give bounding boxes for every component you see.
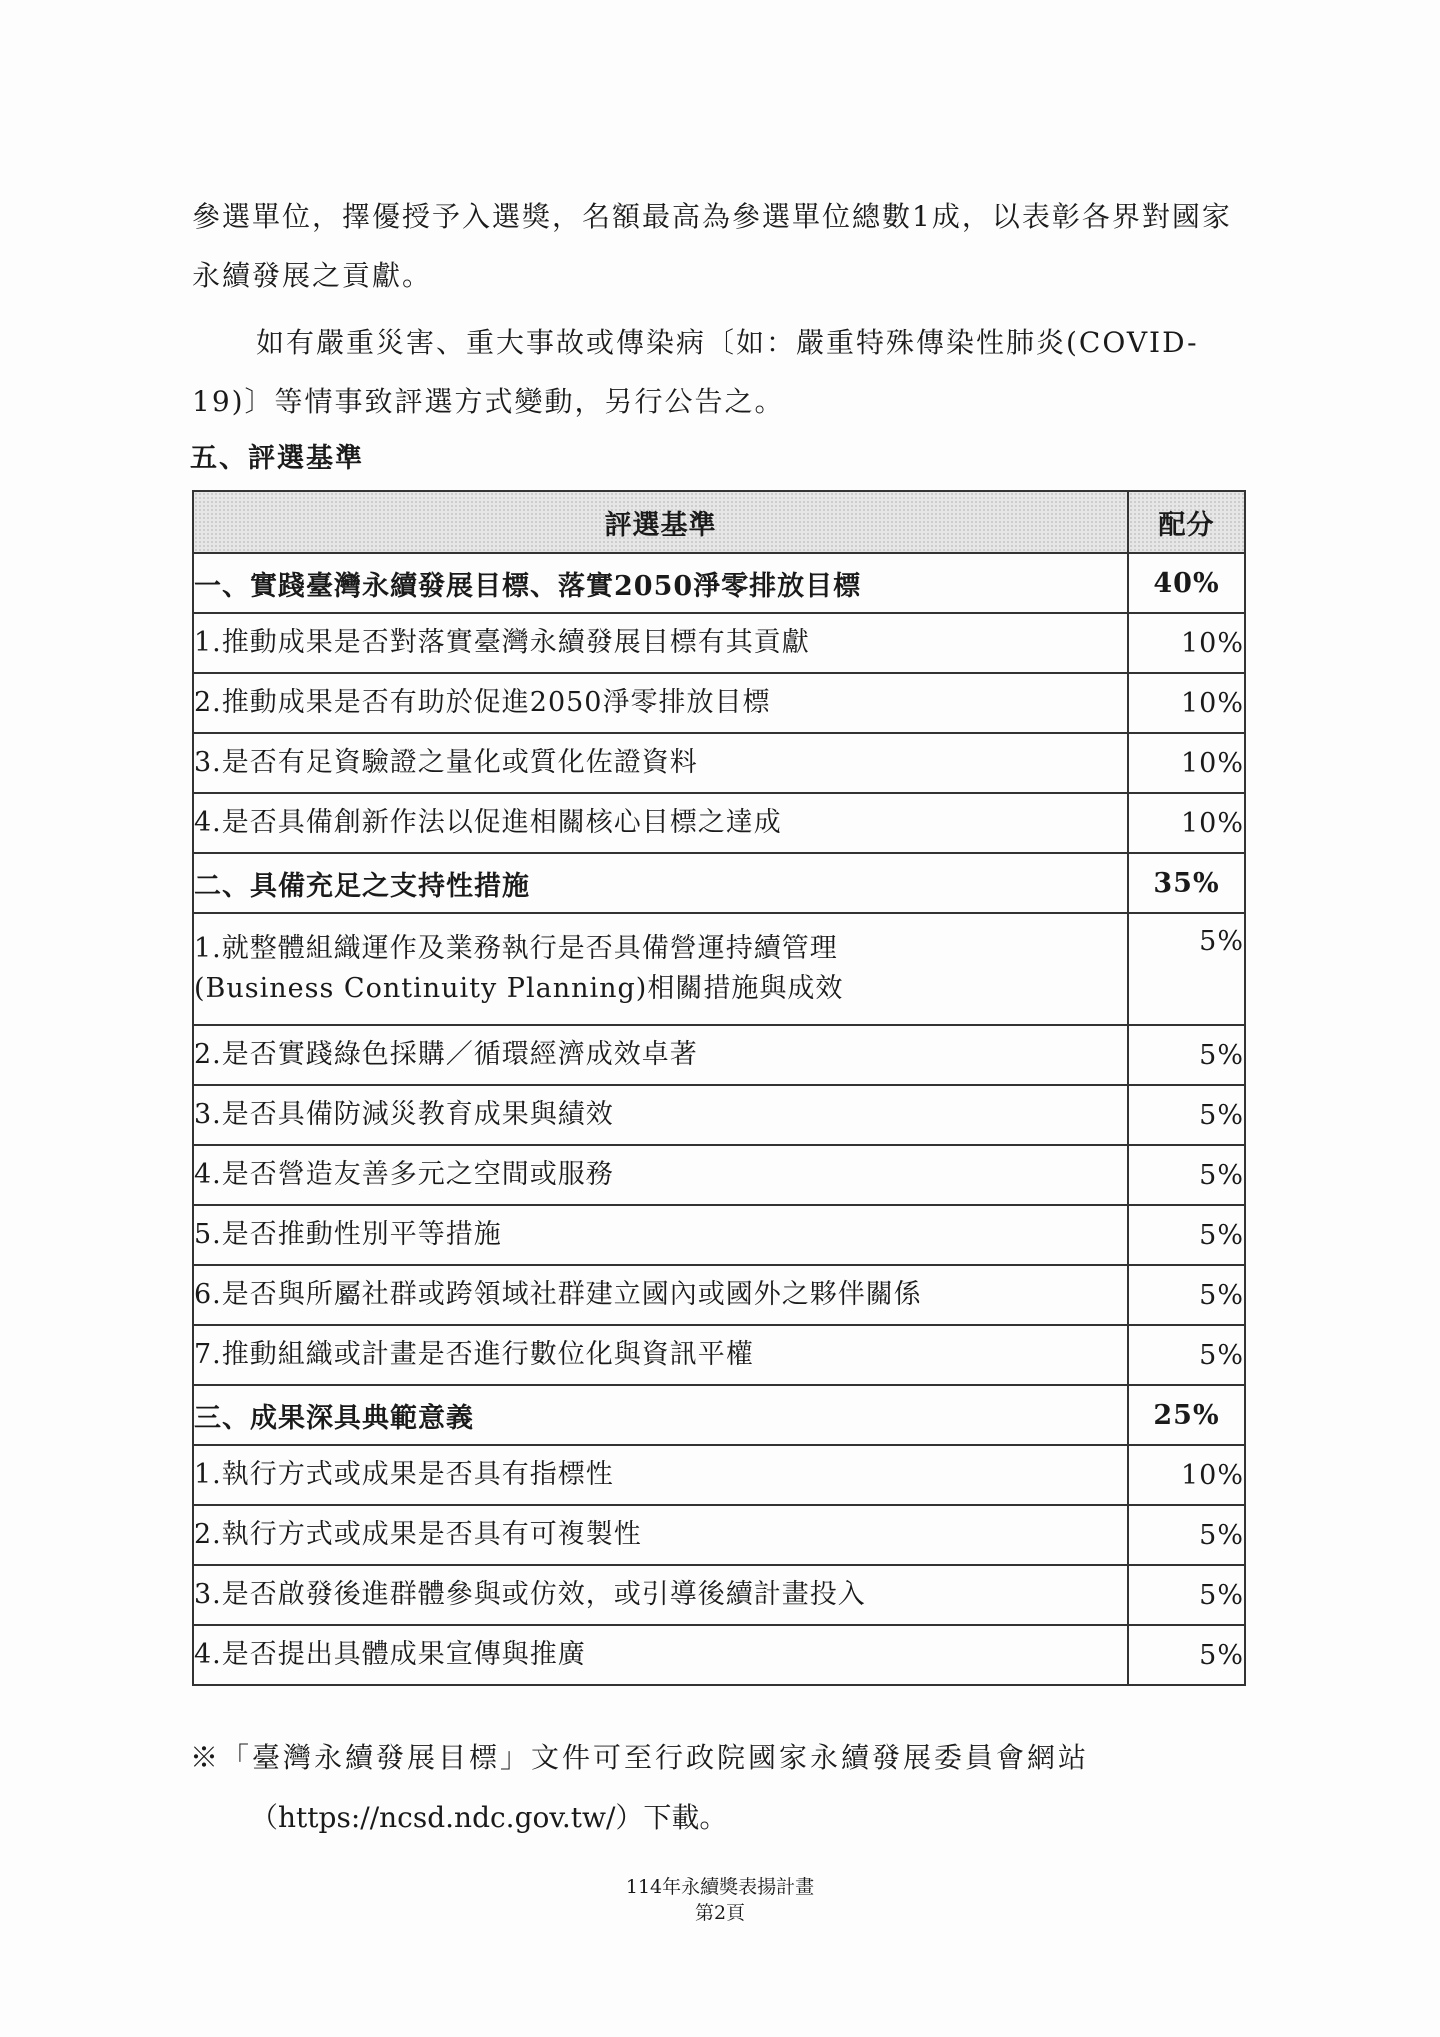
item-label: 1.執行方式或成果是否具有指標性 — [193, 1445, 1128, 1505]
item-score: 5% — [1128, 1025, 1245, 1085]
page-number: 第2頁 — [694, 1902, 746, 1924]
table-row — [193, 1445, 1245, 1505]
item-score: 10% — [1128, 613, 1245, 673]
header-criterion: 評選基準 — [193, 491, 1128, 553]
item-score: 10% — [1128, 1445, 1245, 1505]
item-score: 5% — [1128, 1085, 1245, 1145]
item-label: 3.是否具備防減災教育成果與績效 — [193, 1085, 1128, 1145]
footer-title: 114年永續獎表揚計畫 — [625, 1876, 815, 1898]
item-label — [193, 913, 1128, 1025]
category-row — [193, 853, 1245, 913]
item-label: 4.是否具備創新作法以促進相關核心目標之達成 — [193, 793, 1128, 853]
table-row — [193, 1145, 1245, 1205]
table-row — [193, 1565, 1245, 1625]
paragraph-covid-notice: 如有嚴重災害、重大事故或傳染病〔如：嚴重特殊傳染性肺炎(COVID-19)〕等情事致評選方式變動，另行公告之。 — [192, 326, 1199, 418]
item-label: 3.是否啟發後進群體參與或仿效，或引導後續計畫投入 — [193, 1565, 1128, 1625]
table-row — [193, 733, 1245, 793]
table-row — [193, 913, 1245, 1025]
table-header-row — [193, 491, 1245, 553]
item-label: 5.是否推動性別平等措施 — [193, 1205, 1128, 1265]
item-label: 1.推動成果是否對落實臺灣永續發展目標有其貢獻 — [193, 613, 1128, 673]
item-score: 5% — [1128, 1145, 1245, 1205]
item-score: 10% — [1128, 733, 1245, 793]
category-row — [193, 553, 1245, 613]
table-row — [193, 1205, 1245, 1265]
category-score: 25% — [1128, 1385, 1245, 1445]
table-row — [193, 1505, 1245, 1565]
table-row — [193, 613, 1245, 673]
item-label-line2: (Business Continuity Planning)相關措施與成效 — [194, 973, 844, 1004]
category-row — [193, 1385, 1245, 1445]
item-label: 6.是否與所屬社群或跨領域社群建立國內或國外之夥伴關係 — [193, 1265, 1128, 1325]
item-label: 4.是否營造友善多元之空間或服務 — [193, 1145, 1128, 1205]
table-row — [193, 1325, 1245, 1385]
table-row — [193, 673, 1245, 733]
item-score: 5% — [1128, 1205, 1245, 1265]
category-label: 一、實踐臺灣永續發展目標、落實2050淨零排放目標 — [193, 553, 1128, 613]
paragraph-selection-quota: 參選單位，擇優授予入選獎，名額最高為參選單位總數1成，以表彰各界對國家永續發展之貢獻。 — [192, 200, 1232, 292]
item-score: 10% — [1128, 673, 1245, 733]
table-row — [193, 1625, 1245, 1685]
category-label: 三、成果深具典範意義 — [193, 1385, 1128, 1445]
footnote-line1: ※「臺灣永續發展目標」文件可至行政院國家永續發展委員會網站 — [190, 1741, 1090, 1774]
item-score: 10% — [1128, 793, 1245, 853]
category-score: 35% — [1128, 853, 1245, 913]
item-label: 4.是否提出具體成果宣傳與推廣 — [193, 1625, 1128, 1685]
item-label: 2.執行方式或成果是否具有可複製性 — [193, 1505, 1128, 1565]
item-score: 5% — [1128, 1325, 1245, 1385]
item-label: 2.是否實踐綠色採購／循環經濟成效卓著 — [193, 1025, 1128, 1085]
category-label: 二、具備充足之支持性措施 — [193, 853, 1128, 913]
table-row — [193, 1265, 1245, 1325]
item-score: 5% — [1128, 1505, 1245, 1565]
table-row — [193, 1025, 1245, 1085]
item-score: 5% — [1128, 1265, 1245, 1325]
item-score: 5% — [1128, 913, 1245, 1025]
table-row — [193, 1085, 1245, 1145]
section-heading: 五、評選基準 — [190, 443, 364, 474]
header-score: 配分 — [1128, 491, 1245, 553]
item-score: 5% — [1128, 1565, 1245, 1625]
category-score: 40% — [1128, 553, 1245, 613]
item-label: 2.推動成果是否有助於促進2050淨零排放目標 — [193, 673, 1128, 733]
item-score: 5% — [1128, 1625, 1245, 1685]
item-label: 3.是否有足資驗證之量化或質化佐證資料 — [193, 733, 1128, 793]
footnote-url-line: （https://ncsd.ndc.gov.tw/）下載。 — [250, 1801, 728, 1834]
table-row — [193, 793, 1245, 853]
criteria-table — [192, 490, 1246, 1686]
item-label-line1: 1.就整體組織運作及業務執行是否具備營運持續管理 — [194, 933, 838, 964]
item-label: 7.推動組織或計畫是否進行數位化與資訊平權 — [193, 1325, 1128, 1385]
footnote — [190, 1728, 1250, 1848]
